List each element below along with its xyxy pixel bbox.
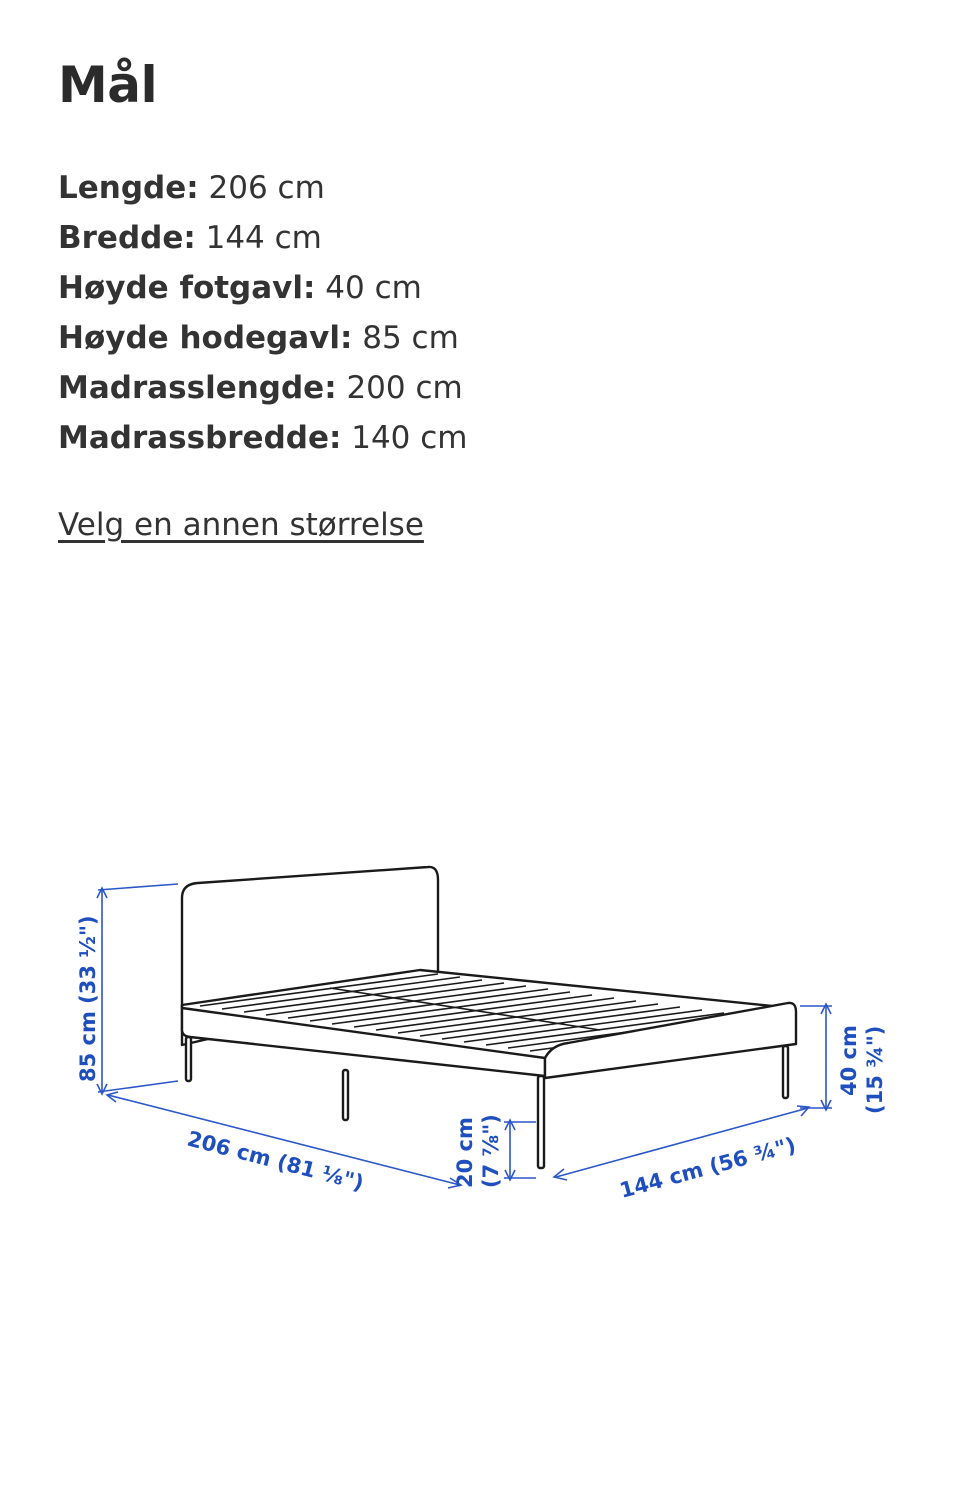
width-label: 144 cm (56 ¾")	[617, 1132, 799, 1203]
dimension-length	[58, 163, 468, 213]
dimension-mattress-width	[58, 413, 468, 463]
dimension-label: Bredde:	[58, 220, 196, 256]
dimension-footboard-height	[58, 263, 468, 313]
dimension-value: 206 cm	[208, 170, 325, 206]
choose-other-size-link[interactable]: Velg en annen størrelse	[58, 507, 424, 543]
dimension-label: Høyde fotgavl:	[58, 270, 316, 306]
footboard-height-cm-label: 40 cm	[837, 1025, 861, 1096]
footboard-height-in-label: (15 ¾")	[863, 1025, 887, 1114]
dimension-label: Madrasslengde:	[58, 370, 337, 406]
dimension-label: Høyde hodegavl:	[58, 320, 353, 356]
bed-dimension-drawing	[40, 840, 920, 1240]
dimension-value: 140 cm	[351, 420, 468, 456]
headboard-height-label: 85 cm (33 ½")	[76, 915, 100, 1082]
dimensions-list	[58, 163, 468, 463]
dimension-value: 85 cm	[362, 320, 459, 356]
dimension-mattress-length	[58, 363, 468, 413]
dimension-value: 200 cm	[346, 370, 463, 406]
dimension-value: 144 cm	[205, 220, 322, 256]
dimension-value: 40 cm	[325, 270, 422, 306]
dimension-label: Madrassbredde:	[58, 420, 342, 456]
page-title: Mål	[58, 56, 158, 114]
dimension-headboard-height	[58, 313, 468, 363]
leg-height-cm-label: 20 cm	[453, 1117, 477, 1188]
dimension-width	[58, 213, 468, 263]
dimension-label: Lengde:	[58, 170, 199, 206]
length-label: 206 cm (81 ⅛")	[184, 1126, 367, 1196]
leg-height-in-label: (7 ⅞")	[479, 1114, 503, 1188]
